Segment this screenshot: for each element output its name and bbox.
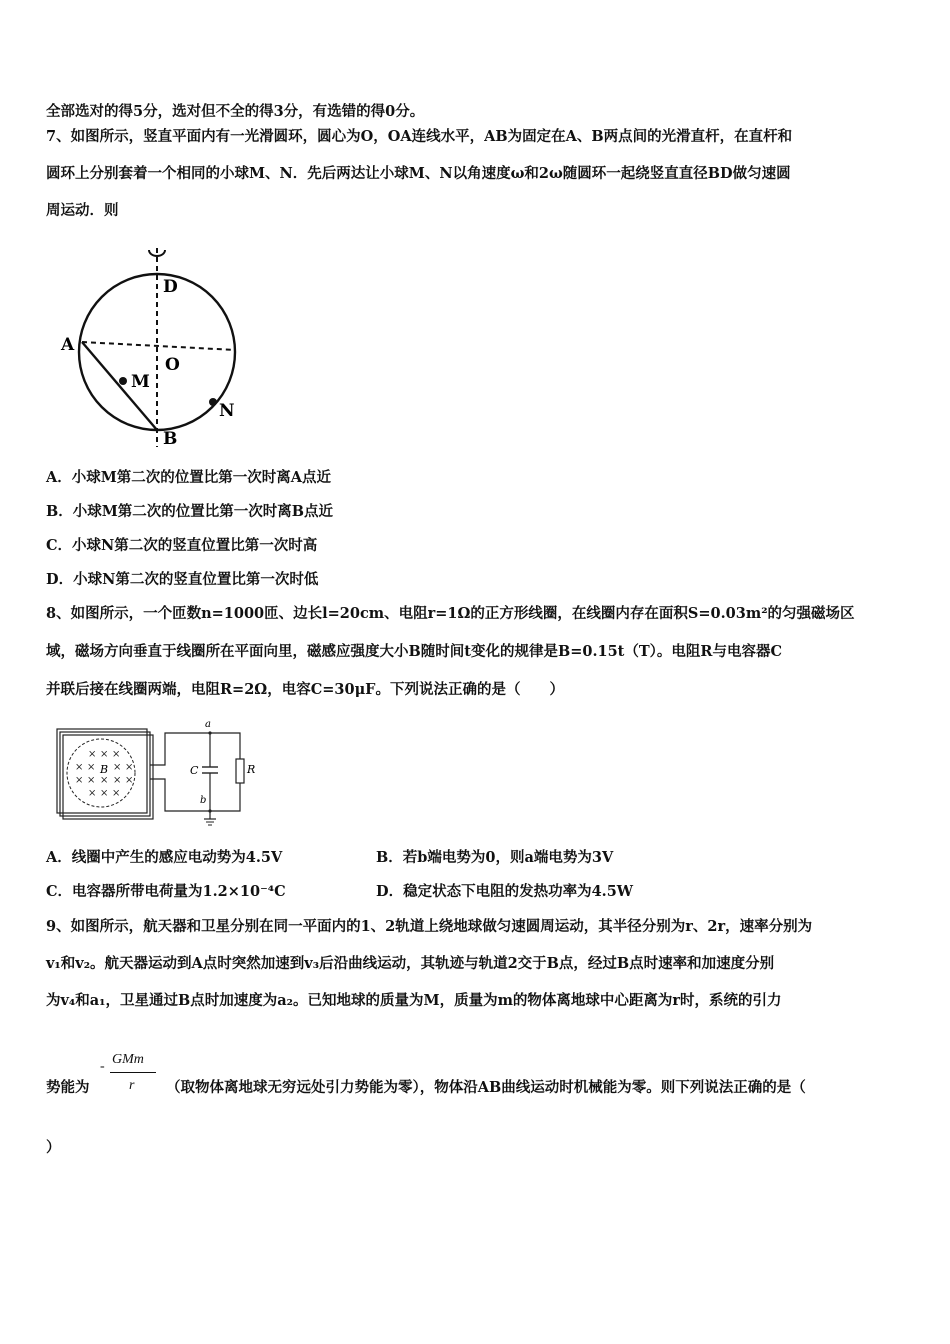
svg-text:×: ×	[87, 775, 96, 786]
q9-closing-paren: ）	[46, 1139, 61, 1156]
label-m: M	[131, 372, 150, 392]
q7-option-a: A．小球M第二次的位置比第一次时离A点近	[46, 469, 332, 486]
fraction-numerator: GMm	[112, 1052, 144, 1067]
q7-line-2: 圆环上分别套着一个相同的小球M、N．先后两达让小球M、N以角速度ω和2ω随圆环一起绕竖直直径BD做匀速圆	[46, 165, 791, 182]
svg-text:×: ×	[100, 749, 109, 760]
ball-m	[119, 377, 127, 385]
svg-text:×: ×	[75, 762, 84, 773]
q8-line-3: 并联后接在线圈两端，电阻R=2Ω，电容C=30μF。下列说法正确的是（ ）	[46, 681, 564, 698]
svg-text:×: ×	[112, 749, 121, 760]
label-field-b: B	[100, 763, 109, 776]
label-a: A	[61, 335, 75, 355]
q9-line-1: 9、如图所示，航天器和卫星分别在同一平面内的1、2轨道上绕地球做匀速圆周运动，其半径分别为r、2r，速率分别为	[46, 918, 813, 935]
svg-text:×: ×	[100, 775, 109, 786]
minus-sign: -	[100, 1059, 105, 1074]
q8-option-c: C．电容器所带电荷量为1.2×10⁻⁴C	[46, 883, 286, 900]
label-capacitor: C	[190, 764, 199, 777]
fraction-bar	[110, 1072, 156, 1073]
q8-option-b: B．若b端电势为0，则a端电势为3V	[376, 849, 614, 866]
q7-line-3: 周运动．则	[46, 202, 119, 219]
q7-option-b: B．小球M第二次的位置比第一次时离B点近	[46, 503, 334, 520]
ball-n	[209, 398, 217, 406]
svg-text:×: ×	[87, 762, 96, 773]
label-n: N	[219, 401, 235, 421]
q9-potential-prefix: 势能为	[46, 1079, 90, 1096]
svg-text:×: ×	[113, 762, 122, 773]
label-resistor: R	[247, 763, 256, 776]
q7-option-c: C．小球N第二次的竖直位置比第一次时高	[46, 537, 318, 554]
q9-line-2: v₁和v₂。航天器运动到A点时突然加速到v₃后沿曲线运动，其轨迹与轨道2交于B点，经过B点时速率和加速度分别	[46, 955, 775, 972]
q9-potential-suffix: （取物体离地球无穷远处引力势能为零），物体沿AB曲线运动时机械能为零。则下列说法正确的是（	[166, 1079, 806, 1096]
q8-option-a: A．线圈中产生的感应电动势为4.5V	[46, 849, 283, 866]
svg-text:×: ×	[125, 762, 134, 773]
horizontal-line-oa	[82, 342, 235, 350]
q8-circuit-figure	[55, 715, 260, 827]
q9-line-3: 为v₄和a₁，卫星通过B点时加速度为a₂。已知地球的质量为M，质量为m的物体离地球中心距离为r时，系统的引力	[46, 992, 782, 1009]
q7-line-1: 7、如图所示，竖直平面内有一光滑圆环，圆心为O，OA连线水平，AB为固定在A、B两点间的光滑直杆，在直杆和	[46, 128, 793, 145]
svg-text:×: ×	[125, 775, 134, 786]
svg-text:×: ×	[88, 788, 97, 799]
q7-ring-figure	[55, 232, 255, 452]
svg-text:×: ×	[113, 775, 122, 786]
label-a-terminal: a	[205, 719, 211, 730]
label-d: D	[163, 277, 178, 297]
resistor	[236, 759, 244, 783]
fraction-denominator: r	[129, 1078, 135, 1093]
q7-option-d: D．小球N第二次的竖直位置比第一次时低	[46, 571, 319, 588]
svg-text:×: ×	[112, 788, 121, 799]
label-b-terminal: b	[200, 795, 207, 806]
q8-line-2: 域，磁场方向垂直于线圈所在平面向里，磁感应强度大小B随时间t变化的规律是B=0.15t（T）。电阻R与电容器C	[46, 643, 782, 660]
label-o: O	[165, 355, 180, 375]
q8-line-1: 8、如图所示，一个匝数n=1000匝、边长l=20cm、电阻r=1Ω的正方形线圈，在线圈内存在面积S=0.03m²的匀强磁场区	[46, 605, 855, 622]
intro-line: 全部选对的得5分，选对但不全的得3分，有选错的得0分。	[46, 103, 425, 120]
label-b: B	[163, 429, 178, 449]
svg-text:×: ×	[88, 749, 97, 760]
q8-option-d: D．稳定状态下电阻的发热功率为4.5W	[376, 883, 634, 900]
svg-text:×: ×	[100, 788, 109, 799]
svg-text:×: ×	[75, 775, 84, 786]
